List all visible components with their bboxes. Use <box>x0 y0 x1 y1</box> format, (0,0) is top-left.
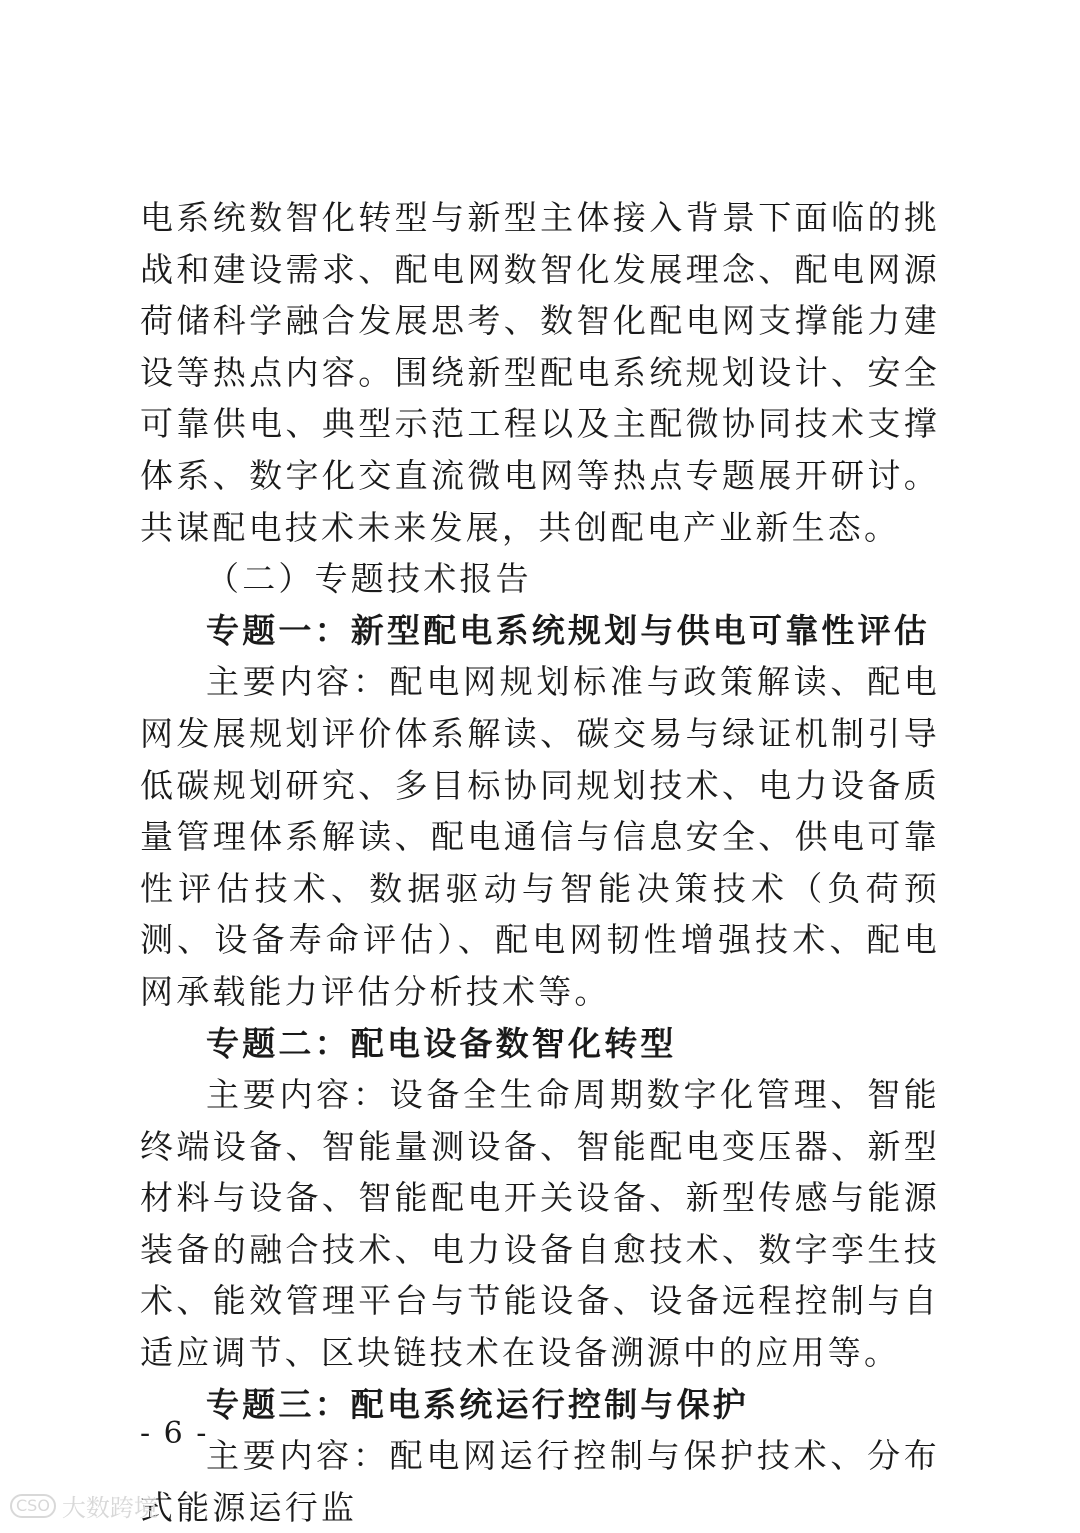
paragraph-intro: 电系统数智化转型与新型主体接入背景下面临的挑战和建设需求、配电网数智化发展理念、配电网源荷储科学融合发展思考、数智化配电网支撑能力建设等热点内容。围绕新型配电系统规划设计、安全可靠供电、典型示范工程以及主配微协同技术支撑体系、数字化交直流微电网等热点专题展开研讨。共谋配电技术未来发展，共创配电产业新生态。 <box>140 198 940 547</box>
watermark-logo-icon: CSO <box>10 1494 56 1518</box>
paragraph-topic-1-content: 主要内容：配电网规划标准与政策解读、配电网发展规划评价体系解读、碳交易与绿证机制引导低碳规划研究、多目标协同规划技术、电力设备质量管理体系解读、配电通信与信息安全、供电可靠性评估技术、数据驱动与智能决策技术（负荷预测、设备寿命评估）、配电网韧性增强技术、配电网承载能力评估分析技术等。 <box>140 662 940 1011</box>
page-number: - 6 - <box>140 1416 209 1451</box>
paragraph-topic-2-title: 专题二：配电设备数智化转型 <box>206 1023 677 1063</box>
watermark <box>10 1488 158 1523</box>
paragraph-topic-1-title: 专题一：新型配电系统规划与供电可靠性评估 <box>206 610 930 650</box>
watermark-text: 大数跨境 <box>61 1494 158 1522</box>
paragraph-topic-3-content: 主要内容：配电网运行控制与保护技术、分布式能源运行监 <box>140 1436 940 1527</box>
paragraph-topic-2-content: 主要内容：设备全生命周期数字化管理、智能终端设备、智能量测设备、智能配电变压器、新型材料与设备、智能配电开关设备、新型传感与能源装备的融合技术、电力设备自愈技术、数字孪生技术、能效管理平台与节能设备、设备远程控制与自适应调节、区块链技术在设备溯源中的应用等。 <box>140 1075 940 1373</box>
paragraph-section-2: （二）专题技术报告 <box>206 559 532 599</box>
document-body <box>140 192 940 1533</box>
paragraph-topic-3-title: 专题三：配电系统运行控制与保护 <box>206 1384 749 1424</box>
